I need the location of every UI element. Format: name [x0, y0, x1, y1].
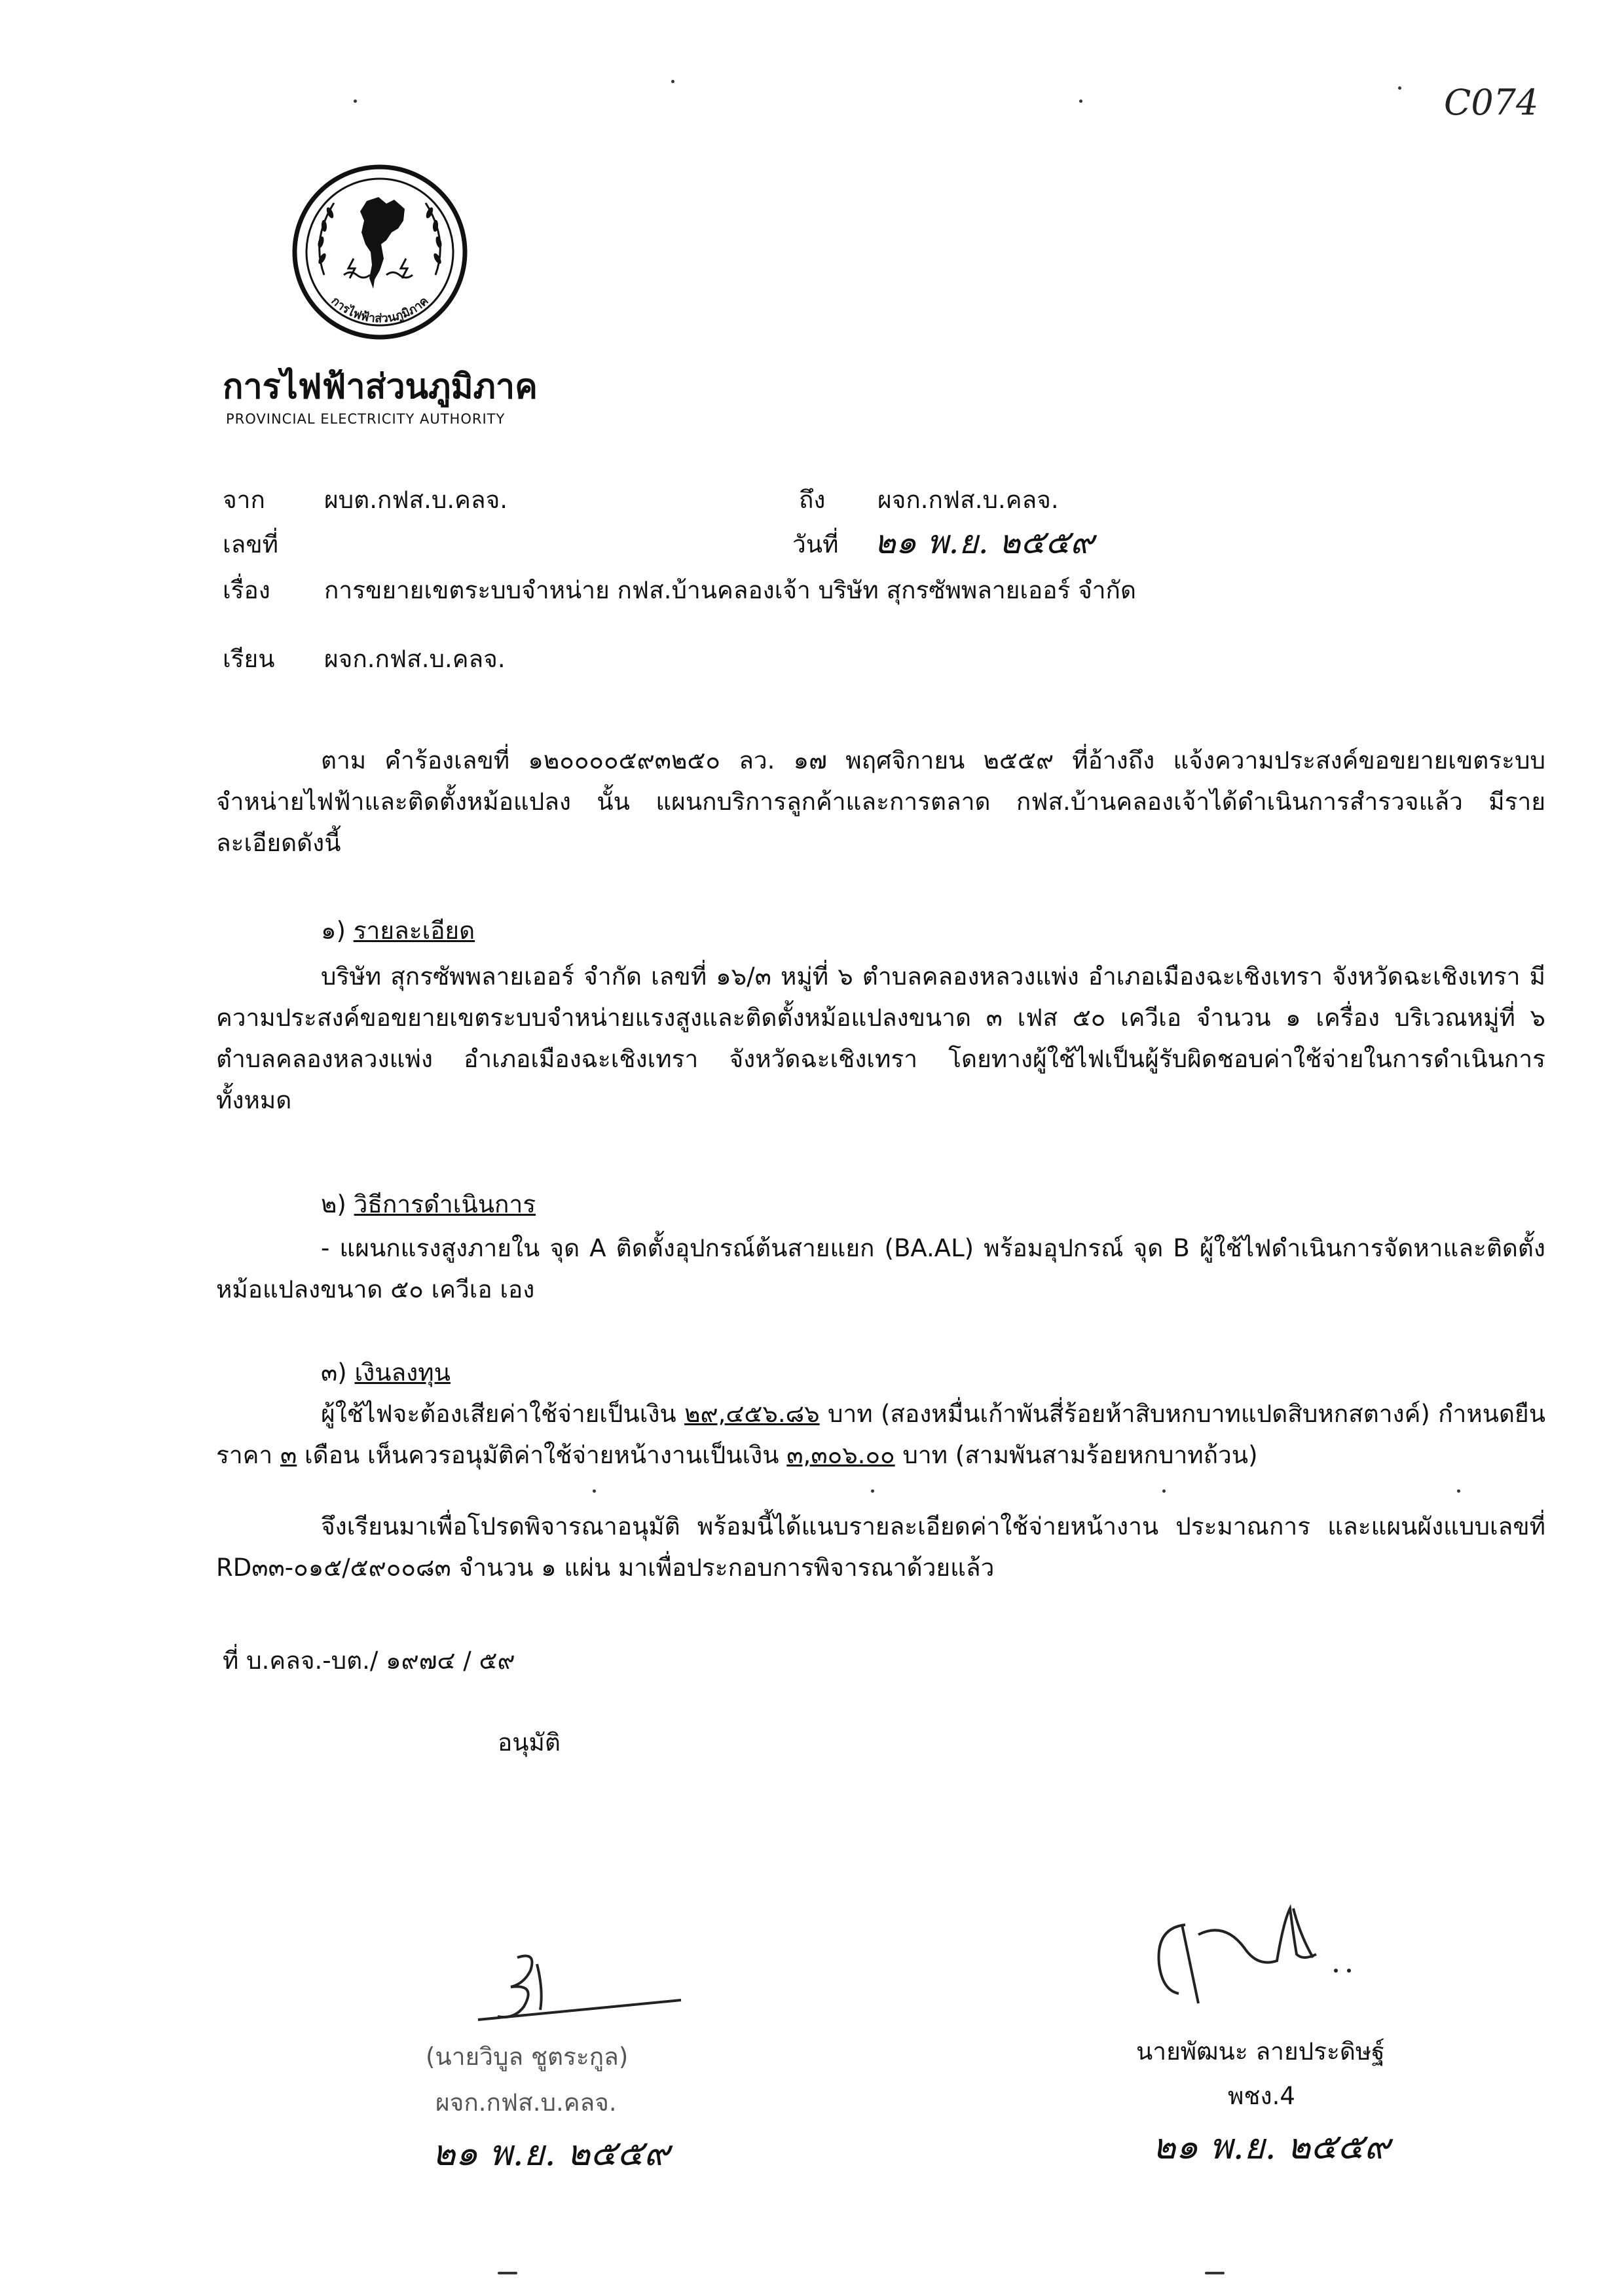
from-label: จาก [223, 486, 265, 514]
subject-value: การขยายเขตระบบจำหน่าย กฟส.บ้านคลองเจ้า บริษัท สุกรซัพพลายเออร์ จำกัด [324, 576, 1136, 604]
section-2-text: - แผนกแรงสูงภายใน จุด A ติดตั้งอุปกรณ์ต้นสายแยก (BA.AL) พร้อมอุปกรณ์ จุด B ผู้ใช้ไฟดำเนินการจัดหาและติดตั้งหม้อแปลงขนาด ๕๐ เควีเอ เอง [216, 1234, 1545, 1303]
left-signer-name: (นายวิบูล ชูตระกูล) [426, 2043, 629, 2071]
date-stamp: ๒๑ พ.ย. ๒๕๕๙ [874, 523, 1094, 561]
section-3-number: ๓) [321, 1358, 347, 1387]
date-label: วันที่ [792, 530, 839, 558]
right-signer-date: ๒๑ พ.ย. ๒๕๕๙ [1153, 2126, 1390, 2167]
section-3-heading [321, 1358, 451, 1387]
org-name-th: การไฟฟ้าส่วนภูมิภาค [223, 367, 538, 407]
salutation-label: เรียน [223, 645, 275, 673]
to-value: ผจก.กฟส.บ.คลจ. [877, 486, 1059, 514]
left-signer-title: ผจก.กฟส.บ.คลจ. [435, 2088, 617, 2117]
section-3-text [216, 1393, 1545, 1476]
section-2-title: วิธีการดำเนินการ [354, 1190, 536, 1218]
section-1-heading [321, 917, 475, 945]
right-signer-title: พชง.4 [1228, 2082, 1295, 2110]
doc-number-label: เลขที่ [223, 530, 279, 558]
approval-text: อนุมัติ [498, 1728, 561, 1757]
cost-text-a: ผู้ใช้ไฟจะต้องเสียค่าใช้จ่ายเป็นเงิน [321, 1400, 676, 1428]
section-1-number: ๑) [321, 917, 346, 945]
section-2-heading [321, 1190, 536, 1219]
closing-paragraph: จึงเรียนมาเพื่อโปรดพิจารณาอนุมัติ พร้อมนี้ได้แนบรายละเอียดค่าใช้จ่ายหน้างาน ประมาณการ และแผนผังแบบเลขที่ RD๓๓-๐๑๕/๕๙๐๐๘๓ จำนวน ๑ แผ่น มาเพื่อประกอบการพิจารณาด้วยแล้ว [216, 1512, 1545, 1582]
cost-total-amount: ๒๙,๔๕๖.๘๖ [684, 1400, 820, 1428]
svg-text:การไฟฟ้าส่วนภูมิภาค [329, 294, 432, 325]
logo-ring-text: การไฟฟ้าส่วนภูมิภาค [328, 294, 432, 326]
file-code: C074 [1444, 82, 1539, 123]
site-cost-amount: ๓,๓๐๖.๐๐ [786, 1441, 895, 1469]
right-signer-name: นายพัฒนะ ลายประดิษฐ์ [1136, 2037, 1385, 2066]
cost-text-b: บาท (สองหมื่นเก้าพันสี่ร้อยห้าสิบหกบาทแปดสิบหกสตางค์) กำหนดยืนราคา [216, 1400, 1545, 1469]
cost-text-d: บาท (สามพันสามร้อยหกบาทถ้วน) [902, 1441, 1258, 1469]
reference-number: ที่ บ.คลจ.-บต./ ๑๙๗๔ / ๕๙ [223, 1647, 515, 1675]
section-1-title: รายละเอียด [353, 917, 475, 945]
left-signature [419, 1938, 694, 2049]
to-label: ถึง [799, 486, 826, 514]
pea-logo [288, 160, 471, 344]
from-value: ผบต.กฟส.บ.คลจ. [324, 486, 508, 514]
right-signature [1113, 1872, 1401, 2023]
pea-emblem-icon [288, 160, 471, 344]
price-validity-months: ๓ [280, 1441, 297, 1469]
org-name-en: PROVINCIAL ELECTRICITY AUTHORITY [226, 411, 506, 427]
section-3-title: เงินลงทุน [354, 1358, 451, 1387]
salutation-value: ผจก.กฟส.บ.คลจ. [324, 645, 506, 673]
intro-paragraph: ตาม คำร้องเลขที่ ๑๒๐๐๐๐๕๙๓๒๕๐ ลว. ๑๗ พฤศจิกายน ๒๕๕๙ ที่อ้างถึง แจ้งความประสงค์ขอขยายเขตระบบจำหน่ายไฟฟ้าและติดตั้งหม้อแปลง นั้น แผนกบริการลูกค้าและการตลาด กฟส.บ้านคลองเจ้าได้ดำเนินการสำรวจแล้ว มีรายละเอียดดังนี้ [216, 746, 1545, 857]
left-signer-date: ๒๑ พ.ย. ๒๕๕๙ [432, 2132, 670, 2174]
cost-text-c: เดือน เห็นควรอนุมัติค่าใช้จ่ายหน้างานเป็นเงิน [304, 1441, 779, 1469]
subject-label: เรื่อง [223, 576, 270, 604]
section-1-text: บริษัท สุกรซัพพลายเออร์ จำกัด เลขที่ ๑๖/๓ หมู่ที่ ๖ ตำบลคลองหลวงแพ่ง อำเภอเมืองฉะเชิงเทรา จังหวัดฉะเชิงเทรา มีความประสงค์ขอขยายเขตระบบจำหน่ายแรงสูงและติดตั้งหม้อแปลงขนาด ๓ เฟส ๕๐ เควีเอ จำนวน ๑ เครื่อง บริเวณหมู่ที่ ๖ ตำบลคลองหลวงแพ่ง อำเภอเมืองฉะเชิงเทรา จังหวัดฉะเชิงเทรา โดยทางผู้ใช้ไฟเป็นผู้รับผิดชอบค่าใช้จ่ายในการดำเนินการทั้งหมด [216, 962, 1545, 1114]
section-2-number: ๒) [321, 1190, 346, 1218]
